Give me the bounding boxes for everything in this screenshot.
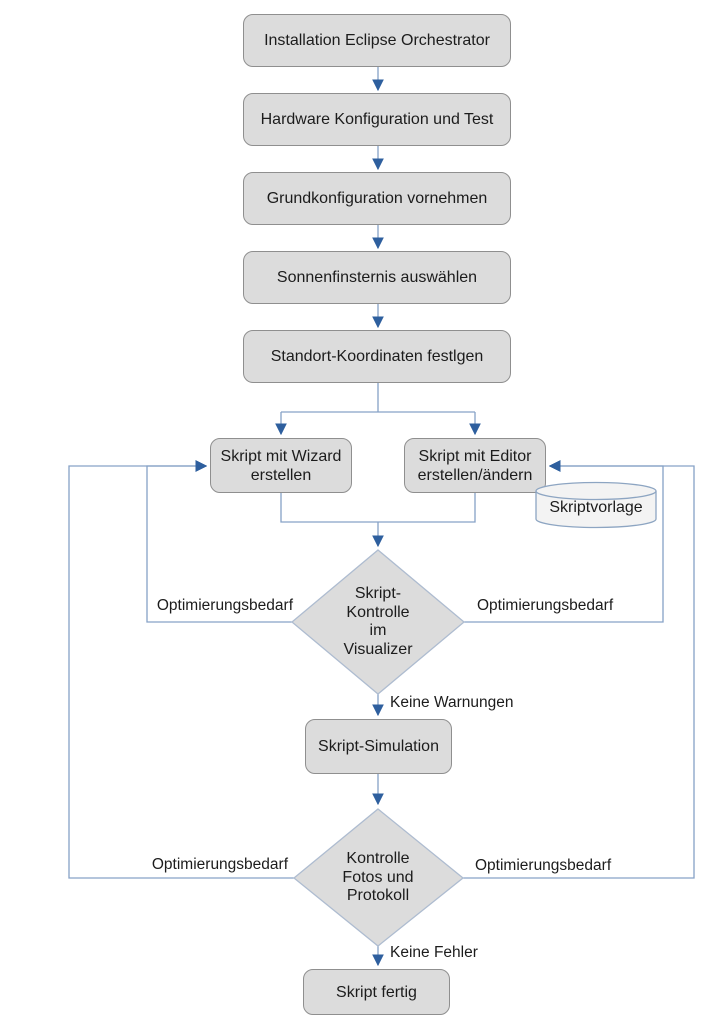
decision-visualizer-line2: Kontrolle xyxy=(346,603,410,621)
node-hardware xyxy=(243,93,511,146)
node-sonnenfinsternis-label: Sonnenfinsternis auswählen xyxy=(276,269,478,286)
node-wizard xyxy=(210,438,352,493)
node-editor-label-line2: erstellen/ändern xyxy=(417,466,533,484)
node-wizard-label-line2: erstellen xyxy=(250,466,312,484)
node-simulation-label: Skript-Simulation xyxy=(318,738,439,755)
node-fertig xyxy=(303,969,450,1015)
decision-visualizer-line3: im xyxy=(369,622,387,639)
edge-feedback-fotos-to-wizard xyxy=(69,466,294,878)
node-wizard-label-line1: Skript mit Wizard xyxy=(220,447,342,465)
decision-visualizer-line4: Visualizer xyxy=(343,640,413,658)
edge-label-keine-fehler: Keine Fehler xyxy=(390,944,478,961)
decision-visualizer-label xyxy=(308,585,448,659)
node-fertig-label: Skript fertig xyxy=(336,983,417,1001)
node-grundkonfiguration-label: Grundkonfiguration vornehmen xyxy=(266,190,488,207)
node-editor-label-line1: Skript mit Editor xyxy=(418,447,532,465)
decision-fotos-line3: Protokoll xyxy=(346,887,410,904)
edge-label-optimierungsbedarf-right-2: Optimierungsbedarf xyxy=(475,857,612,874)
node-grundkonfiguration xyxy=(243,172,511,225)
edge-label-keine-warnungen: Keine Warnungen xyxy=(390,694,514,711)
node-installation xyxy=(243,14,511,67)
decision-fotos-line1: Kontrolle xyxy=(346,850,410,867)
decision-fotos-label xyxy=(308,850,448,906)
edge-label-optimierungsbedarf-left-1: Optimierungsbedarf xyxy=(156,597,293,614)
edge-merge-horizontal xyxy=(281,493,475,522)
node-installation-label: Installation Eclipse Orchestrator xyxy=(264,32,490,49)
node-hardware-label: Hardware Konfiguration und Test xyxy=(260,111,494,128)
edge-label-optimierungsbedarf-right-1: Optimierungsbedarf xyxy=(477,597,614,614)
edge-label-optimierungsbedarf-left-2: Optimierungsbedarf xyxy=(151,856,288,873)
node-simulation xyxy=(305,719,452,774)
node-standort-label: Standort-Koordinaten festlgen xyxy=(270,348,484,365)
database-skriptvorlage-label: Skriptvorlage xyxy=(549,499,643,516)
decision-visualizer-line1: Skript- xyxy=(354,585,402,602)
node-sonnenfinsternis xyxy=(243,251,511,304)
decision-fotos-line2: Fotos und xyxy=(342,868,414,886)
node-editor xyxy=(404,438,546,493)
node-standort xyxy=(243,330,511,383)
